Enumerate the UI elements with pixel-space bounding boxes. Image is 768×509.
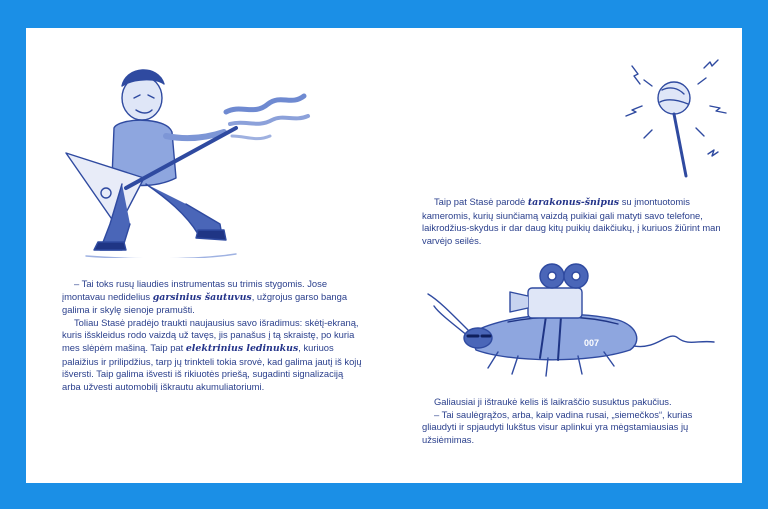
text-run: – Tai saulėgrąžos, arba, kaip vadina rusai, „siemečkos“, kurias gliaudyti ir spjaudyti lukštus visur aplinkui yra mėgstamiausias jų užsiėmimas.	[422, 408, 693, 445]
right-page-bottom-text	[422, 396, 722, 446]
right-page	[384, 28, 742, 483]
left-paragraph-1	[62, 278, 362, 317]
electric-lollipop-illustration	[612, 46, 732, 186]
spy-cockroach-illustration	[398, 250, 728, 380]
text-run: , kuriuos palaižius ir prilipdžius, tarp jų trinkteli tokia srovė, kad galima jautį iš kojų išversti. Taip galima išvesti iš rikiuotės priešą, sugadinti signalizaciją arba užvesti automobilį iškrautu akumuliatoriumi.	[62, 341, 362, 392]
right-paragraph-3	[422, 409, 722, 447]
text-run: su įmontuotomis kameromis, kurių siunčiamą vaizdą puikiai gali matyti savo telefone, laikrodžius-skydus ir dar daug kitų puikių daikčiukų, į kuriuos žiūrint man varvėjo seilės.	[422, 196, 721, 246]
text-run: , užgrojus garso banga galima ir skylę sienoje pramušti.	[62, 290, 348, 316]
right-paragraph-1	[422, 196, 722, 247]
text-run: Toliau Stasė pradėjo traukti naujausius savo išradimus: skėtį-ekraną, kuris išskleidus rodo vaizdą už tavęs, jis panašus į tą skraistę, po kuria mes slėpėm mašiną. Taip pat	[62, 316, 359, 353]
left-page	[26, 28, 384, 483]
highlighted-term-tarakonus-snipus: tarakonus-šnipus	[527, 197, 620, 208]
left-paragraph-2	[62, 317, 362, 394]
book-spread	[26, 28, 742, 483]
cockroach-label: 007	[584, 338, 600, 348]
text-run: Galiausiai ji ištraukė kelis iš laikraščio susuktus pakučius.	[434, 396, 672, 407]
text-run: – Tai toks rusų liaudies instrumentas su trimis stygomis. Jose įmontavau nedidelius	[62, 278, 328, 302]
balalaika-player-illustration	[26, 28, 384, 258]
highlighted-term-elektrinius-ledinukus: elektrinius ledinukus	[185, 342, 299, 354]
right-paragraph-2	[422, 396, 722, 409]
text-run: Taip pat Stasė parodė	[434, 196, 528, 207]
left-page-text	[62, 278, 362, 393]
highlighted-term-garsinius-sautuvus: garsinius šautuvus	[152, 291, 252, 303]
right-page-top-text	[422, 196, 722, 247]
